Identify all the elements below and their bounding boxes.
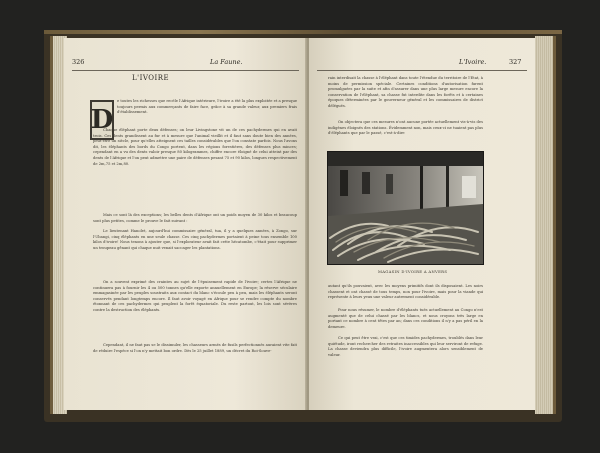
right-paragraph-5: Ce qui peut être vrai, c'est que ces timides pachydermes, troublés dans leur quiétude, iront rechercher des retraites inaccessibles qui leur serviront de refuge. La chasse deviendra plus difficile, l'ivoire augmentera alors sensiblement de valeur.: [328, 336, 483, 357]
header-rule-right: [317, 70, 527, 71]
book-spine-edge: [44, 30, 562, 34]
running-head-left: La Faune.: [210, 58, 243, 66]
left-paragraph-3: Mais ce sont là des exceptions; les belles dents d'Afrique ont un poids moyen de 30 kilos et beaucoup sont plus petites, comme le prouve le fait suivant :: [93, 213, 297, 223]
page-number-right: 327: [509, 58, 522, 66]
drop-cap-letter: D: [90, 105, 114, 135]
right-paragraph-4: Pour nous résumer, le nombre d'éléphants tués actuellement au Congo n'est augmenté que de celui chassé par les blancs, et nous croyons très large en portant ce nombre à cent têtes par an; dans ces conditions il n'y a pas péril en la demeure.: [328, 308, 483, 329]
ivory-warehouse-photo: [327, 151, 484, 265]
running-head-right: L'Ivoire.: [459, 58, 487, 66]
page-number-left: 326: [72, 58, 85, 66]
left-paragraph-5: On a souvent exprimé des craintes au sujet de l'épuisement rapide de l'ivoire; certes l'Afrique ne continuera pas à fournir les 4 ou 500 tonnes qu'elle exporte annuellement en Europe; la réserve séculaire emmagasinée par les peuples soustraits aux contact du blanc s'écoule peu à peu, mais les éléphants seront conservés pendant longtemps encore. Il faut avoir voyagé en Afrique pour se rendre compte du nombre étonnant de ces pachydermes qui peuplent la forêt équatoriale. Du reste partout, les lois sont sévères contre la destruction des éléphants.: [93, 280, 297, 312]
left-paragraph-1: e toutes les richesses que recèle l'Afrique intérieure, l'ivoire a été la plus exploitée et a presque toujours permis aux commerçants de faire face, grâce à sa grande valeur, aux premiers frais d'établissement.: [117, 99, 297, 115]
right-paragraph-3: autant qu'ils pouvaient, avec les moyens primitifs dont ils disposaient. Les noirs chassent et ont chassé de tous temps, non pour l'ivoire, mais pour la viande qui représente à leurs yeux une valeur autrement considérable.: [328, 284, 483, 300]
right-paragraph-1: rain interdisait la chasse à l'éléphant dans toute l'étendue du territoire de l'État, à moins de permission spéciale. Certaines conditions d'autorisation furent promulguées par la suite et afin d'assurer dans une plus large mesure encore la conservation de l'éléphant, sa chasse fut interdite dans les forêts et à certaines époques déterminées par le gouverneur général et les commissaires de district délégués.: [328, 76, 483, 108]
left-paragraph-2: Chaque éléphant porte deux défenses; on leur Livingstone vit un de ces pachydermes qui en avait trois. Ces dents grandissent au fur et à mesure que l'animal vieillit et il faut sans doute bien des années, peut-être un siècle, pour qu'elles atteignent ces tailles considérables que l'on constate parfois. Nous l'avons dit, les éléphants des bords du Congo portent, dans les régions forestières, des défenses plus minces; cependant en a vu des dents valoir presque 80 kilogrammes, chiffre encore éloigné de celui atteint par des dents de l'Afrique et l'on peut admettre une paire de défenses pesant 75 et 90 kilos, longues respectivement de 2m,75 et 2m,80.: [93, 128, 297, 166]
figure-caption: MAGASIN D'IVOIRE A ANVERS: [378, 269, 448, 274]
left-paragraph-6: Cependant, il ne faut pas se le dissimuler, les chasseurs armés de fusils perfectionnés auraient vite fait de réduire l'espèce si l'on n'y mettait bon ordre. Dès le 25 juillet 1889, un décret du Roi-Souve-: [93, 343, 297, 353]
chapter-title: L'IVOIRE: [132, 74, 170, 82]
right-paragraph-2: On objectera que ces mesures n'ont aucune portée actuellement vis-à-vis des indigènes éloignés des stations. Évidemment non, mais ceux-ci ne tuaient pas plus d'éléphants que par le passé, c'est-à-dire: [328, 120, 483, 136]
page-leaves-right: [535, 36, 556, 414]
left-paragraph-4: Le lieutenant Hanolet, aujourd'hui commissaire général, tua, il y a quelques années, à Zongo, sur l'Ubangi, cinq éléphants en une seule chasse. Ces cinq pachydermes portaient à peine tous ensemble 100 kilos d'ivoire! Nous tenons à ajouter que, si l'explorateur avait fait cette hécatombe, c'était pour supprimer un troupeau gênant qui chaque nuit venait saccager les plantations.: [93, 229, 297, 250]
header-rule-left: [72, 70, 299, 71]
